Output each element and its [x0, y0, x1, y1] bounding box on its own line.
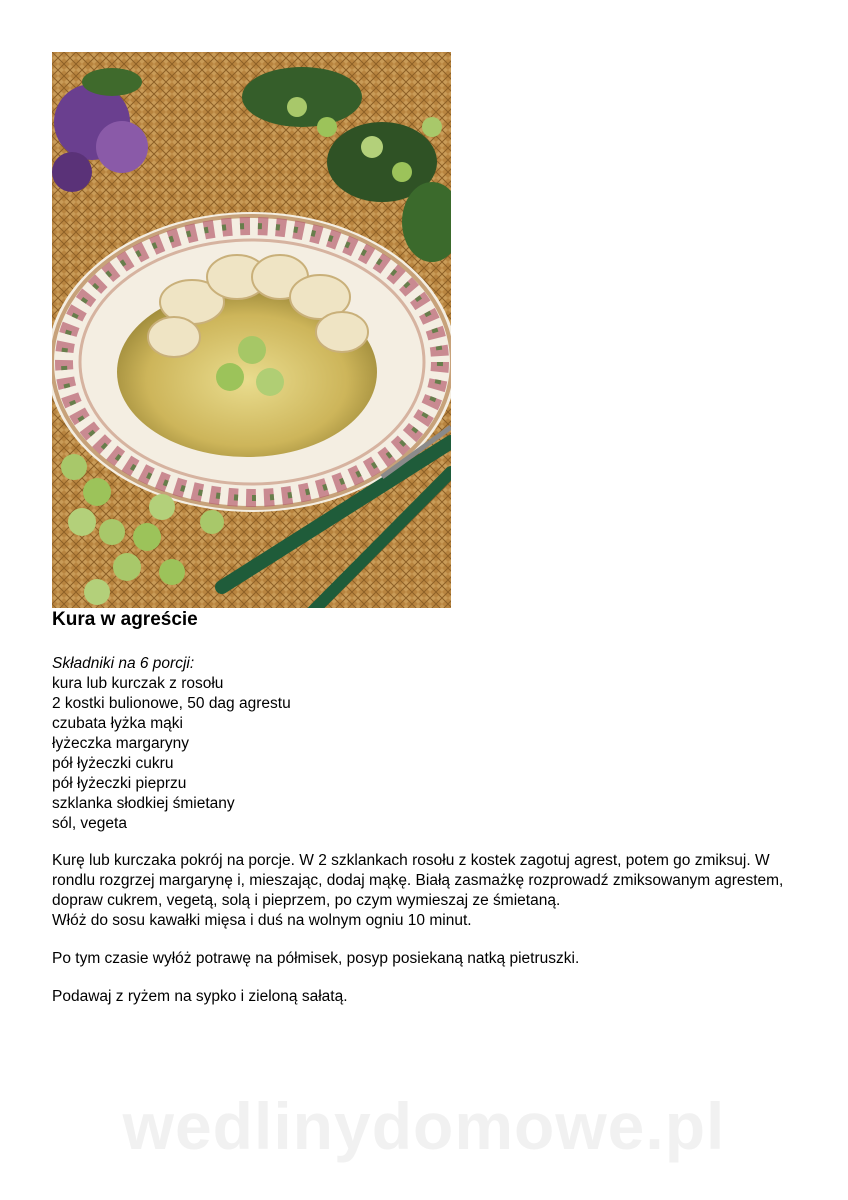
instruction-paragraph: Kurę lub kurczaka pokrój na porcje. W 2 szklankach rosołu z kostek zagotuj agrest, potem go zmiksuj. W rondlu rozgrzej margarynę i, mieszając, dodaj mąkę. Białą zasmażkę rozprowadź zmiksowanym agrestem, dopraw cukrem, vegetą, solą i pieprzem, po czym wymieszaj ze śmietaną.	[52, 852, 784, 909]
ingredients-list	[52, 654, 291, 834]
dish-photo	[52, 52, 451, 608]
ingredient-item: czubata łyżka mąki	[52, 715, 183, 732]
ingredient-item: szklanka słodkiej śmietany	[52, 795, 235, 812]
ingredient-item: pół łyżeczki cukru	[52, 755, 174, 772]
instructions	[52, 851, 792, 1007]
instruction-paragraph: Podawaj z ryżem na sypko i zieloną sałatą.	[52, 988, 348, 1005]
watermark: wedlinydomowe.pl	[122, 1089, 726, 1163]
ingredient-item: pół łyżeczki pieprzu	[52, 775, 187, 792]
instruction-paragraph: Po tym czasie wyłóż potrawę na półmisek, posyp posiekaną natką pietruszki.	[52, 950, 580, 967]
recipe-title: Kura w agreście	[52, 609, 198, 630]
ingredient-item: kura lub kurczak z rosołu	[52, 675, 224, 692]
ingredient-item: łyżeczka margaryny	[52, 735, 189, 752]
ingredients-heading: Składniki na 6 porcji:	[52, 655, 195, 672]
ingredient-item: sól, vegeta	[52, 815, 127, 832]
instruction-paragraph: Włóż do sosu kawałki mięsa i duś na wolnym ogniu 10 minut.	[52, 912, 472, 929]
ingredient-item: 2 kostki bulionowe, 50 dag agrestu	[52, 695, 291, 712]
